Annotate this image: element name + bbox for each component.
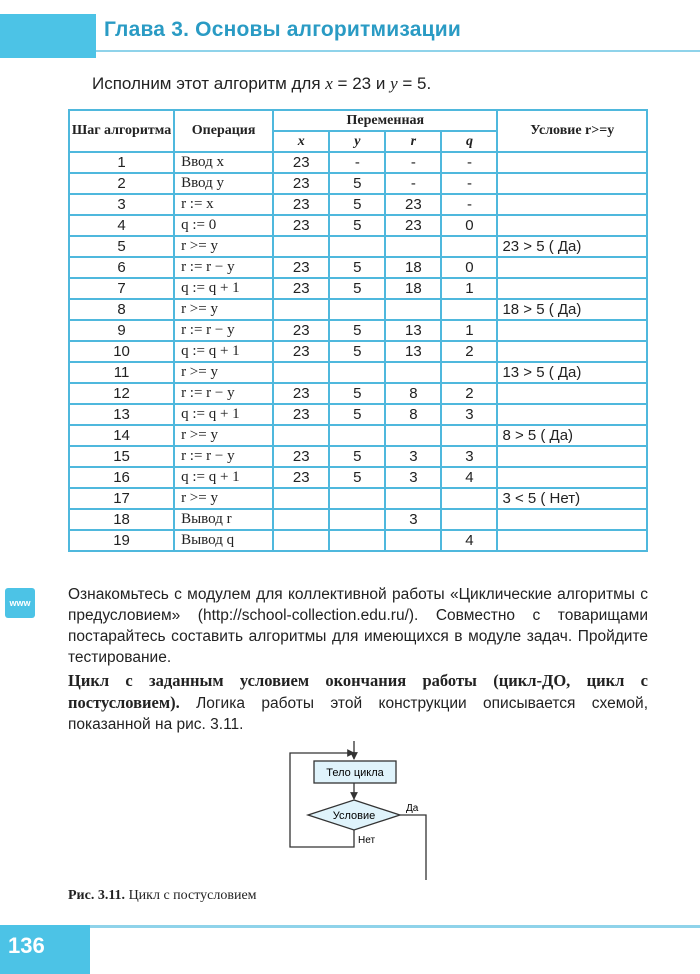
r-cell	[385, 236, 441, 257]
q-cell: 2	[441, 341, 497, 362]
condition-cell	[497, 152, 647, 173]
step-cell: 4	[69, 215, 174, 236]
table-row	[69, 215, 647, 236]
x-cell: 23	[273, 341, 329, 362]
table-row	[69, 278, 647, 299]
step-cell: 10	[69, 341, 174, 362]
header-x: x	[273, 131, 329, 152]
intro-y: y	[390, 74, 398, 93]
x-cell: 23	[273, 152, 329, 173]
table-row	[69, 530, 647, 551]
q-cell	[441, 299, 497, 320]
step-cell: 12	[69, 383, 174, 404]
table-row	[69, 404, 647, 425]
x-cell	[273, 425, 329, 446]
algorithm-trace-table	[68, 109, 648, 552]
step-cell: 15	[69, 446, 174, 467]
figure-caption-number: Рис. 3.11.	[68, 888, 126, 903]
table-row	[69, 257, 647, 278]
condition-cell: 3 < 5 ( Нет)	[497, 488, 647, 509]
q-cell: 4	[441, 467, 497, 488]
x-cell: 23	[273, 278, 329, 299]
operation-cell: Ввод y	[174, 173, 273, 194]
step-cell: 16	[69, 467, 174, 488]
r-cell: 13	[385, 341, 441, 362]
condition-cell	[497, 257, 647, 278]
operation-cell: r >= y	[174, 236, 273, 257]
loop-body-label: Тело цикла	[326, 767, 384, 779]
condition-cell	[497, 320, 647, 341]
operation-cell: r := r − y	[174, 383, 273, 404]
y-cell	[329, 509, 385, 530]
table-row	[69, 383, 647, 404]
r-cell: 8	[385, 404, 441, 425]
x-cell	[273, 236, 329, 257]
table-row	[69, 467, 647, 488]
q-cell: 1	[441, 278, 497, 299]
x-cell: 23	[273, 257, 329, 278]
y-cell	[329, 530, 385, 551]
q-cell: 4	[441, 530, 497, 551]
operation-cell: r >= y	[174, 299, 273, 320]
footer-rule	[90, 925, 700, 928]
q-cell: 2	[441, 383, 497, 404]
step-cell: 8	[69, 299, 174, 320]
condition-cell: 18 > 5 ( Да)	[497, 299, 647, 320]
r-cell: 23	[385, 194, 441, 215]
header-r: r	[385, 131, 441, 152]
x-cell: 23	[273, 215, 329, 236]
q-cell	[441, 236, 497, 257]
x-cell	[273, 509, 329, 530]
r-cell: 3	[385, 509, 441, 530]
r-cell: 8	[385, 383, 441, 404]
table-row	[69, 173, 647, 194]
table-row	[69, 320, 647, 341]
r-cell	[385, 530, 441, 551]
operation-cell: r := r − y	[174, 446, 273, 467]
q-cell: 0	[441, 215, 497, 236]
intro-line	[92, 74, 431, 94]
y-cell: 5	[329, 341, 385, 362]
operation-cell: q := 0	[174, 215, 273, 236]
y-cell	[329, 362, 385, 383]
table-row	[69, 236, 647, 257]
step-cell: 17	[69, 488, 174, 509]
postcondition-loop-term: Цикл с заданным условием окончания работы (цикл-ДО, цикл с постусловием).	[68, 671, 648, 712]
x-cell: 23	[273, 320, 329, 341]
operation-cell: q := q + 1	[174, 278, 273, 299]
q-cell: 3	[441, 404, 497, 425]
step-cell: 14	[69, 425, 174, 446]
operation-cell: r := r − y	[174, 257, 273, 278]
postcondition-loop-text: Логика работы этой конструкции описывается схемой, показанной на рис. 3.11.	[68, 695, 648, 733]
q-cell: -	[441, 152, 497, 173]
table-row	[69, 194, 647, 215]
header-accent-tab	[0, 14, 96, 58]
table-row	[69, 362, 647, 383]
step-cell: 18	[69, 509, 174, 530]
x-cell	[273, 299, 329, 320]
y-cell: 5	[329, 173, 385, 194]
table-row	[69, 425, 647, 446]
r-cell: -	[385, 173, 441, 194]
y-cell: 5	[329, 257, 385, 278]
q-cell: 0	[441, 257, 497, 278]
step-cell: 11	[69, 362, 174, 383]
x-cell	[273, 530, 329, 551]
r-cell: 18	[385, 257, 441, 278]
x-cell: 23	[273, 446, 329, 467]
condition-cell	[497, 446, 647, 467]
intro-y-eq: = 5.	[397, 74, 432, 93]
q-cell	[441, 362, 497, 383]
postcondition-flowchart	[270, 735, 460, 883]
y-cell	[329, 425, 385, 446]
step-cell: 6	[69, 257, 174, 278]
step-cell: 3	[69, 194, 174, 215]
no-label: Нет	[358, 835, 376, 846]
header-y: y	[329, 131, 385, 152]
y-cell	[329, 488, 385, 509]
flow-yes-exit	[400, 815, 426, 880]
y-cell: -	[329, 152, 385, 173]
q-cell	[441, 509, 497, 530]
step-cell: 13	[69, 404, 174, 425]
r-cell: 23	[385, 215, 441, 236]
intro-x: x	[325, 74, 333, 93]
step-cell: 1	[69, 152, 174, 173]
q-cell	[441, 488, 497, 509]
y-cell: 5	[329, 404, 385, 425]
r-cell	[385, 488, 441, 509]
step-cell: 7	[69, 278, 174, 299]
x-cell	[273, 362, 329, 383]
header-variable: Переменная	[273, 110, 497, 131]
operation-cell: Ввод x	[174, 152, 273, 173]
operation-cell: r >= y	[174, 362, 273, 383]
r-cell: 13	[385, 320, 441, 341]
r-cell: 3	[385, 446, 441, 467]
condition-cell	[497, 383, 647, 404]
operation-cell: r := r − y	[174, 320, 273, 341]
step-cell: 19	[69, 530, 174, 551]
r-cell	[385, 362, 441, 383]
intro-x-eq: = 23 и	[332, 74, 391, 93]
step-cell: 5	[69, 236, 174, 257]
q-cell: 1	[441, 320, 497, 341]
collective-work-paragraph: Ознакомьтесь с модулем для коллективной работы «Циклические алгоритмы с предусловием» (http://school-collection.edu.ru/). Совместно с товарищами постарайтесь составить алгоритмы для имеющихся в модуле задач. Пройдите тестирование.	[68, 586, 648, 666]
condition-cell	[497, 404, 647, 425]
x-cell: 23	[273, 467, 329, 488]
x-cell	[273, 488, 329, 509]
q-cell: -	[441, 173, 497, 194]
figure-caption	[68, 888, 257, 904]
table-row	[69, 488, 647, 509]
condition-cell	[497, 278, 647, 299]
yes-label: Да	[406, 803, 419, 814]
operation-cell: r >= y	[174, 488, 273, 509]
operation-cell: q := q + 1	[174, 467, 273, 488]
y-cell: 5	[329, 320, 385, 341]
page-number: 136	[8, 933, 45, 958]
table-row	[69, 446, 647, 467]
condition-cell	[497, 467, 647, 488]
postcondition-loop-paragraph	[68, 670, 648, 735]
x-cell: 23	[273, 173, 329, 194]
y-cell: 5	[329, 446, 385, 467]
operation-cell: q := q + 1	[174, 341, 273, 362]
condition-cell	[497, 530, 647, 551]
y-cell: 5	[329, 215, 385, 236]
header-rule	[96, 50, 700, 52]
operation-cell: Вывод r	[174, 509, 273, 530]
condition-cell	[497, 215, 647, 236]
r-cell: 3	[385, 467, 441, 488]
condition-cell	[497, 509, 647, 530]
step-cell: 2	[69, 173, 174, 194]
x-cell: 23	[273, 383, 329, 404]
y-cell	[329, 299, 385, 320]
y-cell: 5	[329, 467, 385, 488]
table-row	[69, 509, 647, 530]
x-cell: 23	[273, 404, 329, 425]
table-row	[69, 341, 647, 362]
y-cell: 5	[329, 278, 385, 299]
operation-cell: r >= y	[174, 425, 273, 446]
condition-cell	[497, 341, 647, 362]
q-cell: 3	[441, 446, 497, 467]
condition-label: Условие	[332, 810, 376, 822]
figure-caption-text: Цикл с постусловием	[125, 888, 257, 903]
y-cell: 5	[329, 194, 385, 215]
condition-cell	[497, 173, 647, 194]
header-step: Шаг алгоритма	[69, 110, 174, 152]
table-row	[69, 299, 647, 320]
table-row	[69, 152, 647, 173]
condition-cell	[497, 194, 647, 215]
header-q: q	[441, 131, 497, 152]
intro-prefix: Исполним этот алгоритм для	[92, 74, 326, 93]
y-cell: 5	[329, 383, 385, 404]
operation-cell: r := x	[174, 194, 273, 215]
q-cell: -	[441, 194, 497, 215]
r-cell	[385, 299, 441, 320]
x-cell: 23	[273, 194, 329, 215]
operation-cell: q := q + 1	[174, 404, 273, 425]
r-cell	[385, 425, 441, 446]
www-icon: www	[5, 588, 35, 618]
condition-cell: 8 > 5 ( Да)	[497, 425, 647, 446]
operation-cell: Вывод q	[174, 530, 273, 551]
header-operation: Операция	[174, 110, 273, 152]
step-cell: 9	[69, 320, 174, 341]
condition-cell: 13 > 5 ( Да)	[497, 362, 647, 383]
r-cell: -	[385, 152, 441, 173]
y-cell	[329, 236, 385, 257]
header-condition: Условие r>=y	[497, 110, 647, 152]
condition-cell: 23 > 5 ( Да)	[497, 236, 647, 257]
r-cell: 18	[385, 278, 441, 299]
q-cell	[441, 425, 497, 446]
chapter-title: Глава 3. Основы алгоритмизации	[104, 18, 461, 41]
